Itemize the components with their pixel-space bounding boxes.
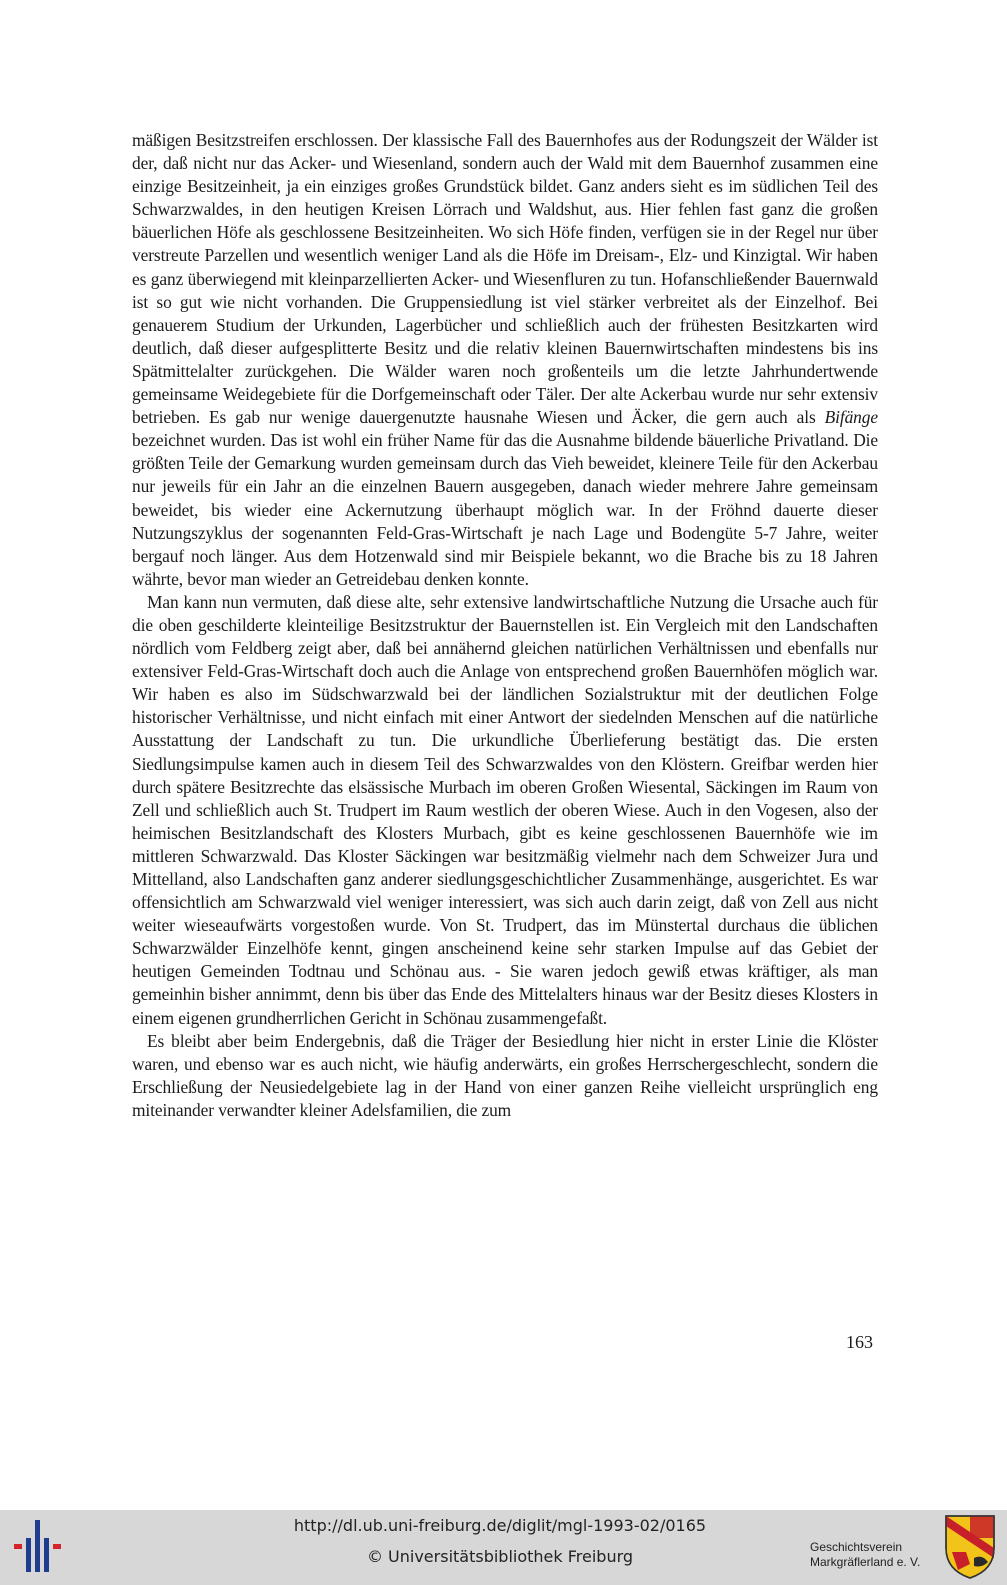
paragraph-1-continuation: bezeichnet wurden. Das ist wohl ein früher Name für das die Ausnahme bildende bäuerliche Privatland. Die größten Teile der Gemarkung wurden gemeinsam durch das Vieh beweidet, kleinere Teile für den Ackerbau nur jeweils für ein Jahr an die einzelnen Bauern ausgegeben, danach wieder mehrere Jahre gemeinsam beweidet, bis wieder eine Ackernutzung überhaupt möglich war. In der Fröhnd dauerte dieser Nutzungszyklus der sogenannten Feld-Gras-Wirtschaft je nach Lage und Bodengüte 5-7 Jahre, weiter bergauf noch länger. Aus dem Hotzenwald sind mir Beispiele bekannt, wo die Brache bis zu 18 Jahren währte, bevor man wieder an Getreidebau denken konnte. [132, 430, 878, 589]
coat-of-arms-icon [944, 1514, 996, 1580]
society-name-line2: Markgräflerland e. V. [810, 1555, 921, 1569]
paragraph-3: Es bleibt aber beim Endergebnis, daß die Träger der Besiedlung hier nicht in erster Linie die Klöster waren, und ebenso war es auch nicht, wie häufig anderwärts, ein großes Herrschergeschlecht, sondern die Erschließung der Neusiedelgebiete lag in der Hand von einer ganzen Reihe vielleicht ursprünglich eng miteinander verwandter kleiner Adelsfamilien, die zum [132, 1030, 878, 1120]
page-body-text [132, 129, 878, 1122]
paragraph-1-text: mäßigen Besitzstreifen erschlossen. Der klassische Fall des Bauernhofes aus der Rodungszeit der Wälder ist der, daß nicht nur das Acker- und Wiesenland, sondern auch der Wald mit dem Bauernhof zusammen eine einzige Besitzeinheit, ja ein einziges großes Grundstück bildet. Ganz anders sieht es im südlichen Teil des Schwarzwaldes, in den heutigen Kreisen Lörrach und Waldshut, aus. Hier fehlen fast ganz die großen bäuerlichen Höfe als geschlossene Besitzeinheiten. Wo sich Höfe finden, verfügen sie in der Regel nur über verstreute Parzellen und wesentlich weniger Land als die Höfe im Dreisam-, Elz- und Kinzigtal. Wir haben es ganz überwiegend mit kleinparzellierten Acker- und Wiesenfluren zu tun. Hofanschließender Bauernwald ist so gut wie nicht vorhanden. Die Gruppensiedlung ist viel stärker verbreitet als der Einzelhof. Bei genauerem Studium der Urkunden, Lagerbücher und schließlich auch der frühesten Besitzkarten wird deutlich, daß dieser aufgesplitterte Besitz und die relativ kleinen Bauernwirtschaften mindestens bis ins Spätmittelalter zurückgehen. Die Wälder waren noch großenteils um die letzte Jahrhundertwende gemeinsame Weidegebiete für die Dorfgemeinschaft oder Täler. Der alte Ackerbau wurde nur sehr extensiv betrieben. Es gab nur wenige dauergenutzte hausnahe Wiesen und Äcker, die gern auch als [132, 130, 878, 428]
university-library-logo-icon [14, 1518, 66, 1576]
society-name [810, 1540, 950, 1570]
paragraph-1 [132, 129, 878, 591]
copyright-notice: © Universitätsbibliothek Freiburg [366, 1547, 634, 1566]
page-number: 163 [846, 1332, 873, 1352]
document-url-link[interactable]: http://dl.ub.uni-freiburg.de/diglit/mgl-1993-02/0165 [293, 1516, 707, 1535]
paragraph-2: Man kann nun vermuten, daß diese alte, sehr extensive landwirtschaftliche Nutzung die Ursache auch für die oben geschilderte kleinteilige Besitzstruktur der Bauernstellen ist. Ein Vergleich mit den Landschaften nördlich vom Feldberg zeigt aber, daß bei annähernd gleichen natürlichen Verhältnissen und ebenfalls nur extensiver Feld-Gras-Wirtschaft doch auch die Anlage von entsprechend großen Bauernhöfen möglich war. Wir haben es also im Südschwarzwald bei der ländlichen Sozialstruktur mit der deutlichen Folge historischer Verhältnisse, und nicht einfach mit einer Antwort der siedelnden Menschen auf die natürliche Ausstattung der Landschaft zu tun. Die urkundliche Überlieferung bestätigt das. Die ersten Siedlungsimpulse kamen auch in diesem Teil des Schwarzwaldes von den Klöstern. Greifbar werden hier durch spätere Besitzrechte das elsässische Murbach im oberen Großen Wiesental, Säckingen im Raum von Zell und schließlich auch St. Trudpert im Raum westlich der oberen Wiese. Auch in den Vogesen, also der heimischen Besitzlandschaft des Klosters Murbach, gibt es keine geschlossenen Bauernhöfe wie im mittleren Schwarzwald. Das Kloster Säckingen war besitzmäßig vielmehr nach dem Schweizer Jura und Mittelland, also Landschaften ganz anderer siedlungsgeschichtlicher Zusammenhänge, ausgerichtet. Es war offensichtlich am Schwarzwald viel weniger interessiert, was sich auch darin zeigt, daß von Zell aus nicht weiter wieseaufwärts vorgestoßen wurde. Von St. Trudpert, das im Münstertal durchaus die üblichen Schwarzwälder Einzelhöfe kennt, gingen anscheinend keine sehr starken Impulse auf das Gebiet der heutigen Gemeinden Todtnau und Schönau aus. - Sie waren jedoch gewiß etwas kräftiger, als man gemeinhin bisher annimmt, denn bis über das Ende des Mittelalters hinaus war der Besitz dieses Klosters in einem eigenen grundherrlichen Gericht in Schönau zusammengefaßt. [132, 591, 878, 1028]
italic-term: Bifänge [824, 407, 878, 428]
footer-bar [0, 1510, 1007, 1585]
society-name-line1: Geschichtsverein [810, 1540, 903, 1554]
